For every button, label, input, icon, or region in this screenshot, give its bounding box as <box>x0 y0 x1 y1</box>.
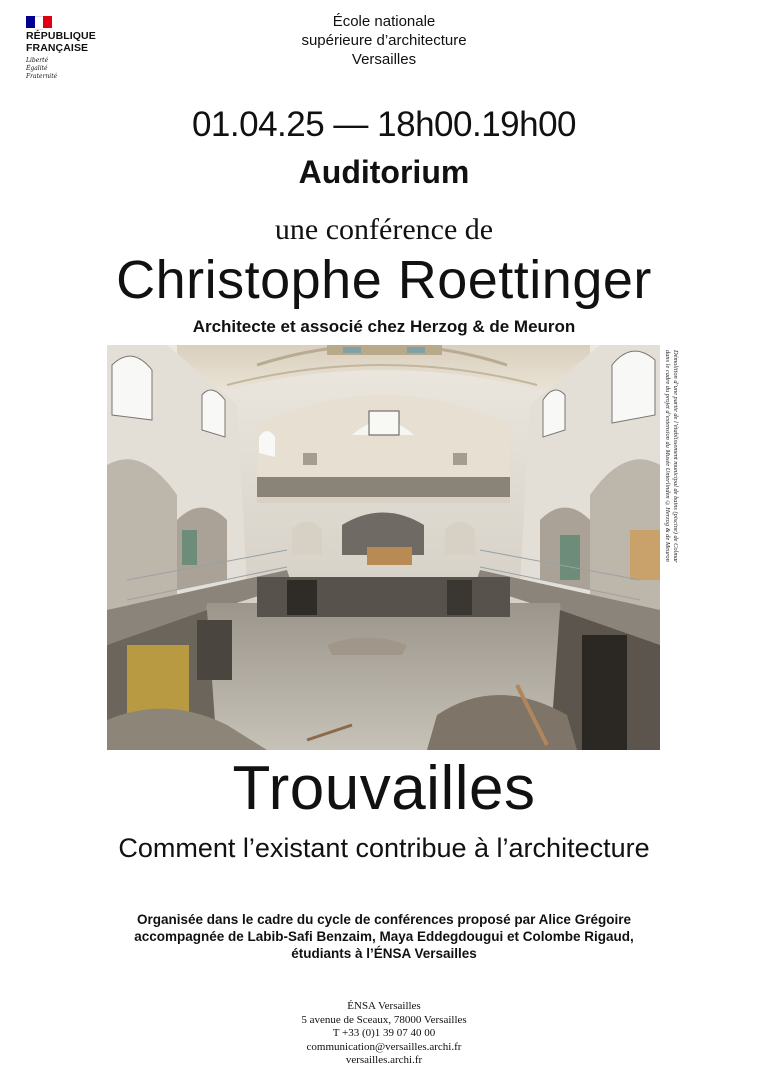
contact-website[interactable]: versailles.archi.fr <box>345 1054 423 1067</box>
speaker-intro: une conférence de <box>274 213 494 246</box>
event-datetime: 01.04.25 — 18h00.19h00 <box>191 105 577 144</box>
logo-motto: Liberté Égalité Fraternité <box>26 57 58 80</box>
contact-email[interactable]: communication@versailles.archi.fr <box>306 1040 462 1053</box>
speaker-role: Architecte et associé chez Herzog & de Meuron <box>192 317 576 336</box>
photo-credit-line1: Démolition d’une partie de l’établissement municipal de bains (piscine) de Colmar <box>672 350 679 563</box>
organisation-note <box>0 911 768 962</box>
lecture-title: Trouvailles <box>232 754 536 823</box>
school-name <box>0 12 768 69</box>
contact-address: 5 avenue de Sceaux, 78000 Versailles <box>301 1013 467 1026</box>
school-name-line3: Versailles <box>351 51 417 68</box>
contact-name: ÉNSA Versailles <box>347 1000 421 1012</box>
event-venue: Auditorium <box>298 154 470 190</box>
organisation-line2: accompagnée de Labib-Safi Benzaim, Maya Eddegdougui et Colombe Rigaud, <box>134 929 634 944</box>
photo-credit <box>660 345 682 750</box>
organisation-line3: étudiants à l’ÉNSA Versailles <box>291 946 477 961</box>
organisation-line1: Organisée dans le cadre du cycle de conférences proposé par Alice Grégoire <box>137 912 631 927</box>
lecture-subtitle: Comment l’existant contribue à l’architecture <box>118 833 650 863</box>
school-name-line1: École nationale <box>332 13 436 30</box>
speaker-name: Christophe Roettinger <box>116 250 652 310</box>
photo-credit-line2: dans le cadre du projet d’extension du Musée Unterlinden ©Herzog & de Meuron <box>664 350 671 562</box>
contact-phone: T +33 (0)1 39 07 40 00 <box>332 1027 436 1040</box>
building-photo <box>107 345 660 750</box>
contact-block <box>0 1000 768 1068</box>
logo-name-line2: FRANÇAISE <box>26 42 89 54</box>
logo-name-line1: RÉPUBLIQUE <box>26 30 96 42</box>
school-name-line2: supérieure d’architecture <box>301 32 467 49</box>
